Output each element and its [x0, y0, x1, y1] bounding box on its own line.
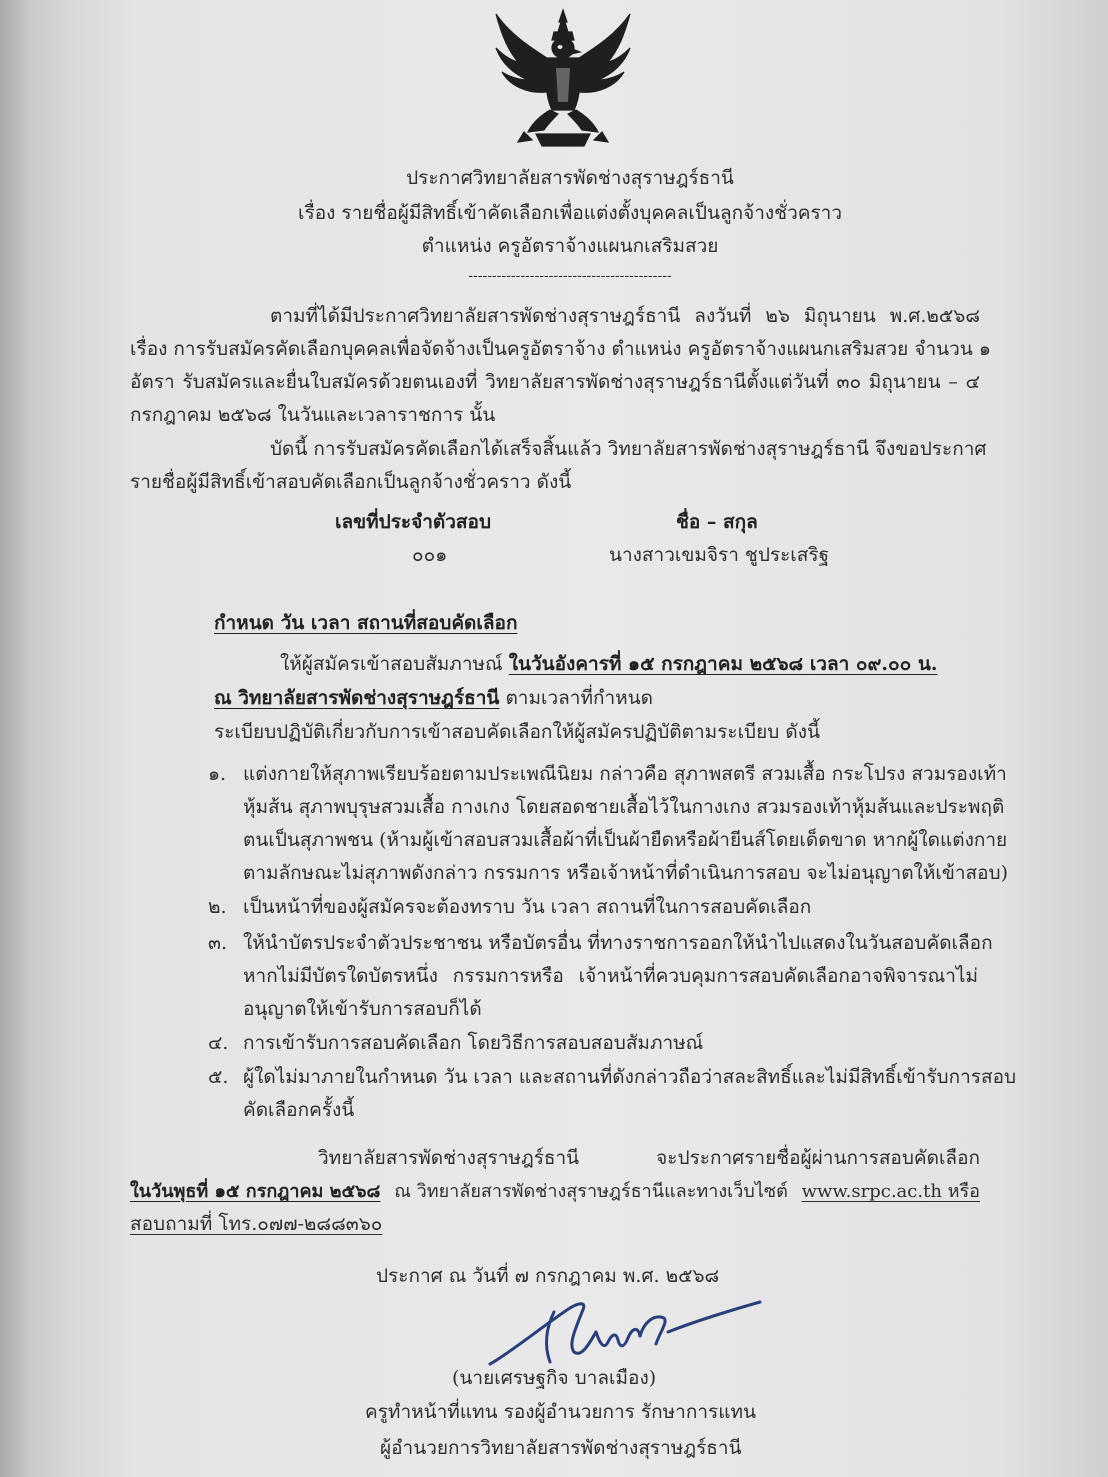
rules-intro: ระเบียบปฏิบัติเกี่ยวกับการเข้าสอบคัดเลือกให้ผู้สมัครปฏิบัติตามระเบียบ ดังนี้ — [214, 721, 820, 743]
rule-5-line: คัดเลือกครั้งนี้ — [243, 1099, 355, 1121]
signatory-name: (นายเศรษฐกิจ บาลเมือง) — [452, 1367, 657, 1389]
candidate-name: นางสาวเขมจิรา ชูประเสริฐ — [609, 544, 830, 566]
results-date: ในวันพุธที่ ๑๕ กรกฎาคม ๒๕๖๘ — [130, 1181, 381, 1202]
intro-line-2: เรื่อง การรับสมัครคัดเลือกบุคคลเพื่อจัดจ้างเป็นครูอัตราจ้าง ตำแหน่ง ครูอัตราจ้างแผนกเสริมสวย จำนวน ๑ — [130, 338, 991, 360]
announcement-position: ตำแหน่ง ครูอัตราจ้างแผนกเสริมสวย — [421, 235, 719, 257]
header-separator: ------------------------------------------- — [468, 268, 672, 284]
candidate-id-header: เลขที่ประจำตัวสอบ — [335, 511, 491, 533]
announcement-title: ประกาศวิทยาลัยสารพัดช่างสุราษฎร์ธานี — [406, 167, 734, 189]
schedule-line-2 — [214, 686, 653, 710]
contact-phone: สอบถามที่ โทร.๐๗๗-๒๘๘๓๖๐ — [130, 1213, 383, 1235]
schedule-intro: ให้ผู้สมัครเข้าสอบสัมภาษณ์ — [280, 653, 509, 675]
garuda-emblem-icon — [488, 6, 638, 156]
rule-3-line: หากไม่มีบัตรใดบัตรหนึ่ง กรรมการหรือ เจ้าหน้าที่ควบคุมการสอบคัดเลือกอาจพิจารณาไม่ — [243, 965, 978, 987]
closing-line-1: วิทยาลัยสารพัดช่างสุราษฎร์ธานี จะประกาศรายชื่อผู้ผ่านการสอบคัดเลือก — [318, 1147, 980, 1169]
closing-line-2 — [130, 1180, 980, 1204]
signatory-position: ผู้อำนวยการวิทยาลัยสารพัดช่างสุราษฎร์ธานี — [380, 1437, 742, 1459]
rule-1-line: หุ้มส้น สุภาพบุรุษสวมเสื้อ กางเกง โดยสอดชายเสื้อไว้ในกางเกง สวมรองเท้าหุ้มส้นและประพฤติ — [243, 796, 1005, 818]
intro-line-4: กรกฎาคม ๒๕๖๘ ในวันและเวลาราชการ นั้น — [130, 404, 496, 426]
rule-1-line: แต่งกายให้สุภาพเรียบร้อยตามประเพณีนิยม กล่าวคือ สุภาพสตรี สวมเสื้อ กระโปรง สวมรองเท้า — [243, 763, 1007, 785]
schedule-line-1 — [280, 652, 937, 676]
rule-1-number: ๑. — [208, 763, 227, 785]
rule-3-number: ๓. — [208, 932, 228, 954]
rule-1-line: ตนเป็นสุภาพชน (ห้ามผู้เข้าสอบสวมเสื้อผ้าที่เป็นผ้ายืดหรือผ้ายีนส์โดยเด็ดขาด หากผู้ใดแต่งกาย — [243, 829, 1008, 851]
results-venue: ณ วิทยาลัยสารพัดช่างสุราษฎร์ธานีและทางเว็บไซต์ — [394, 1181, 788, 1202]
schedule-heading: กำหนด วัน เวลา สถานที่สอบคัดเลือก — [214, 612, 518, 634]
signature-icon — [478, 1292, 768, 1372]
schedule-note: ตามเวลาที่กำหนด — [499, 687, 654, 709]
rule-4-line: การเข้ารับการสอบคัดเลือก โดยวิธีการสอบสอบสัมภาษณ์ — [243, 1032, 704, 1054]
intro-line-5: บัดนี้ การรับสมัครคัดเลือกได้เสร็จสิ้นแล้ว วิทยาลัยสารพัดช่างสุราษฎร์ธานี จึงขอประกาศ — [270, 438, 987, 460]
interview-date: ในวันอังคารที่ ๑๕ กรกฎาคม ๒๕๖๘ เวลา ๐๙.๐๐ น. — [508, 653, 938, 675]
candidate-name-header: ชื่อ – สกุล — [676, 511, 758, 533]
interview-venue: ณ วิทยาลัยสารพัดช่างสุราษฎร์ธานี — [214, 687, 500, 709]
candidate-id: ๐๐๑ — [412, 544, 448, 566]
rule-3-line: ให้นำบัตรประจำตัวประชาชน หรือบัตรอื่น ที่ทางราชการออกให้นำไปแสดงในวันสอบคัดเลือก — [243, 932, 993, 954]
rule-2-line: เป็นหน้าที่ของผู้สมัครจะต้องทราบ วัน เวลา สถานที่ในการสอบคัดเลือก — [243, 896, 812, 918]
signatory-title: ครูทำหน้าที่แทน รองผู้อำนวยการ รักษาการแทน — [365, 1401, 756, 1423]
rule-5-number: ๕. — [208, 1066, 229, 1088]
website-link[interactable]: www.srpc.ac.th หรือ — [801, 1181, 980, 1202]
rule-2-number: ๒. — [208, 896, 227, 918]
rule-3-line: อนุญาตให้เข้ารับการสอบก็ได้ — [243, 998, 482, 1020]
announcement-subject: เรื่อง รายชื่อผู้มีสิทธิ์เข้าคัดเลือกเพื่อแต่งตั้งบุคคลเป็นลูกจ้างชั่วคราว — [298, 202, 842, 224]
rule-5-line: ผู้ใดไม่มาภายในกำหนด วัน เวลา และสถานที่ดังกล่าวถือว่าสละสิทธิ์และไม่มีสิทธิ์เข้ารับการสอบ — [243, 1066, 1017, 1088]
announcement-date: ประกาศ ณ วันที่ ๗ กรกฎาคม พ.ศ. ๒๕๖๘ — [376, 1265, 720, 1287]
intro-line-3: อัตรา รับสมัครและยื่นใบสมัครด้วยตนเองที่ วิทยาลัยสารพัดช่างสุราษฎร์ธานีตั้งแต่วันที่ ๓๐ มิถุนายน – ๔ — [130, 371, 980, 393]
rule-4-number: ๔. — [208, 1032, 229, 1054]
rule-1-line: ตามลักษณะไม่สุภาพดังกล่าว กรรมการ หรือเจ้าหน้าที่ดำเนินการสอบ จะไม่อนุญาตให้เข้าสอบ) — [243, 862, 1008, 884]
intro-line-1: ตามที่ได้มีประกาศวิทยาลัยสารพัดช่างสุราษฎร์ธานี ลงวันที่ ๒๖ มิถุนายน พ.ศ.๒๕๖๘ — [270, 305, 980, 327]
intro-line-6: รายชื่อผู้มีสิทธิ์เข้าสอบคัดเลือกเป็นลูกจ้างชั่วคราว ดังนี้ — [130, 471, 572, 493]
